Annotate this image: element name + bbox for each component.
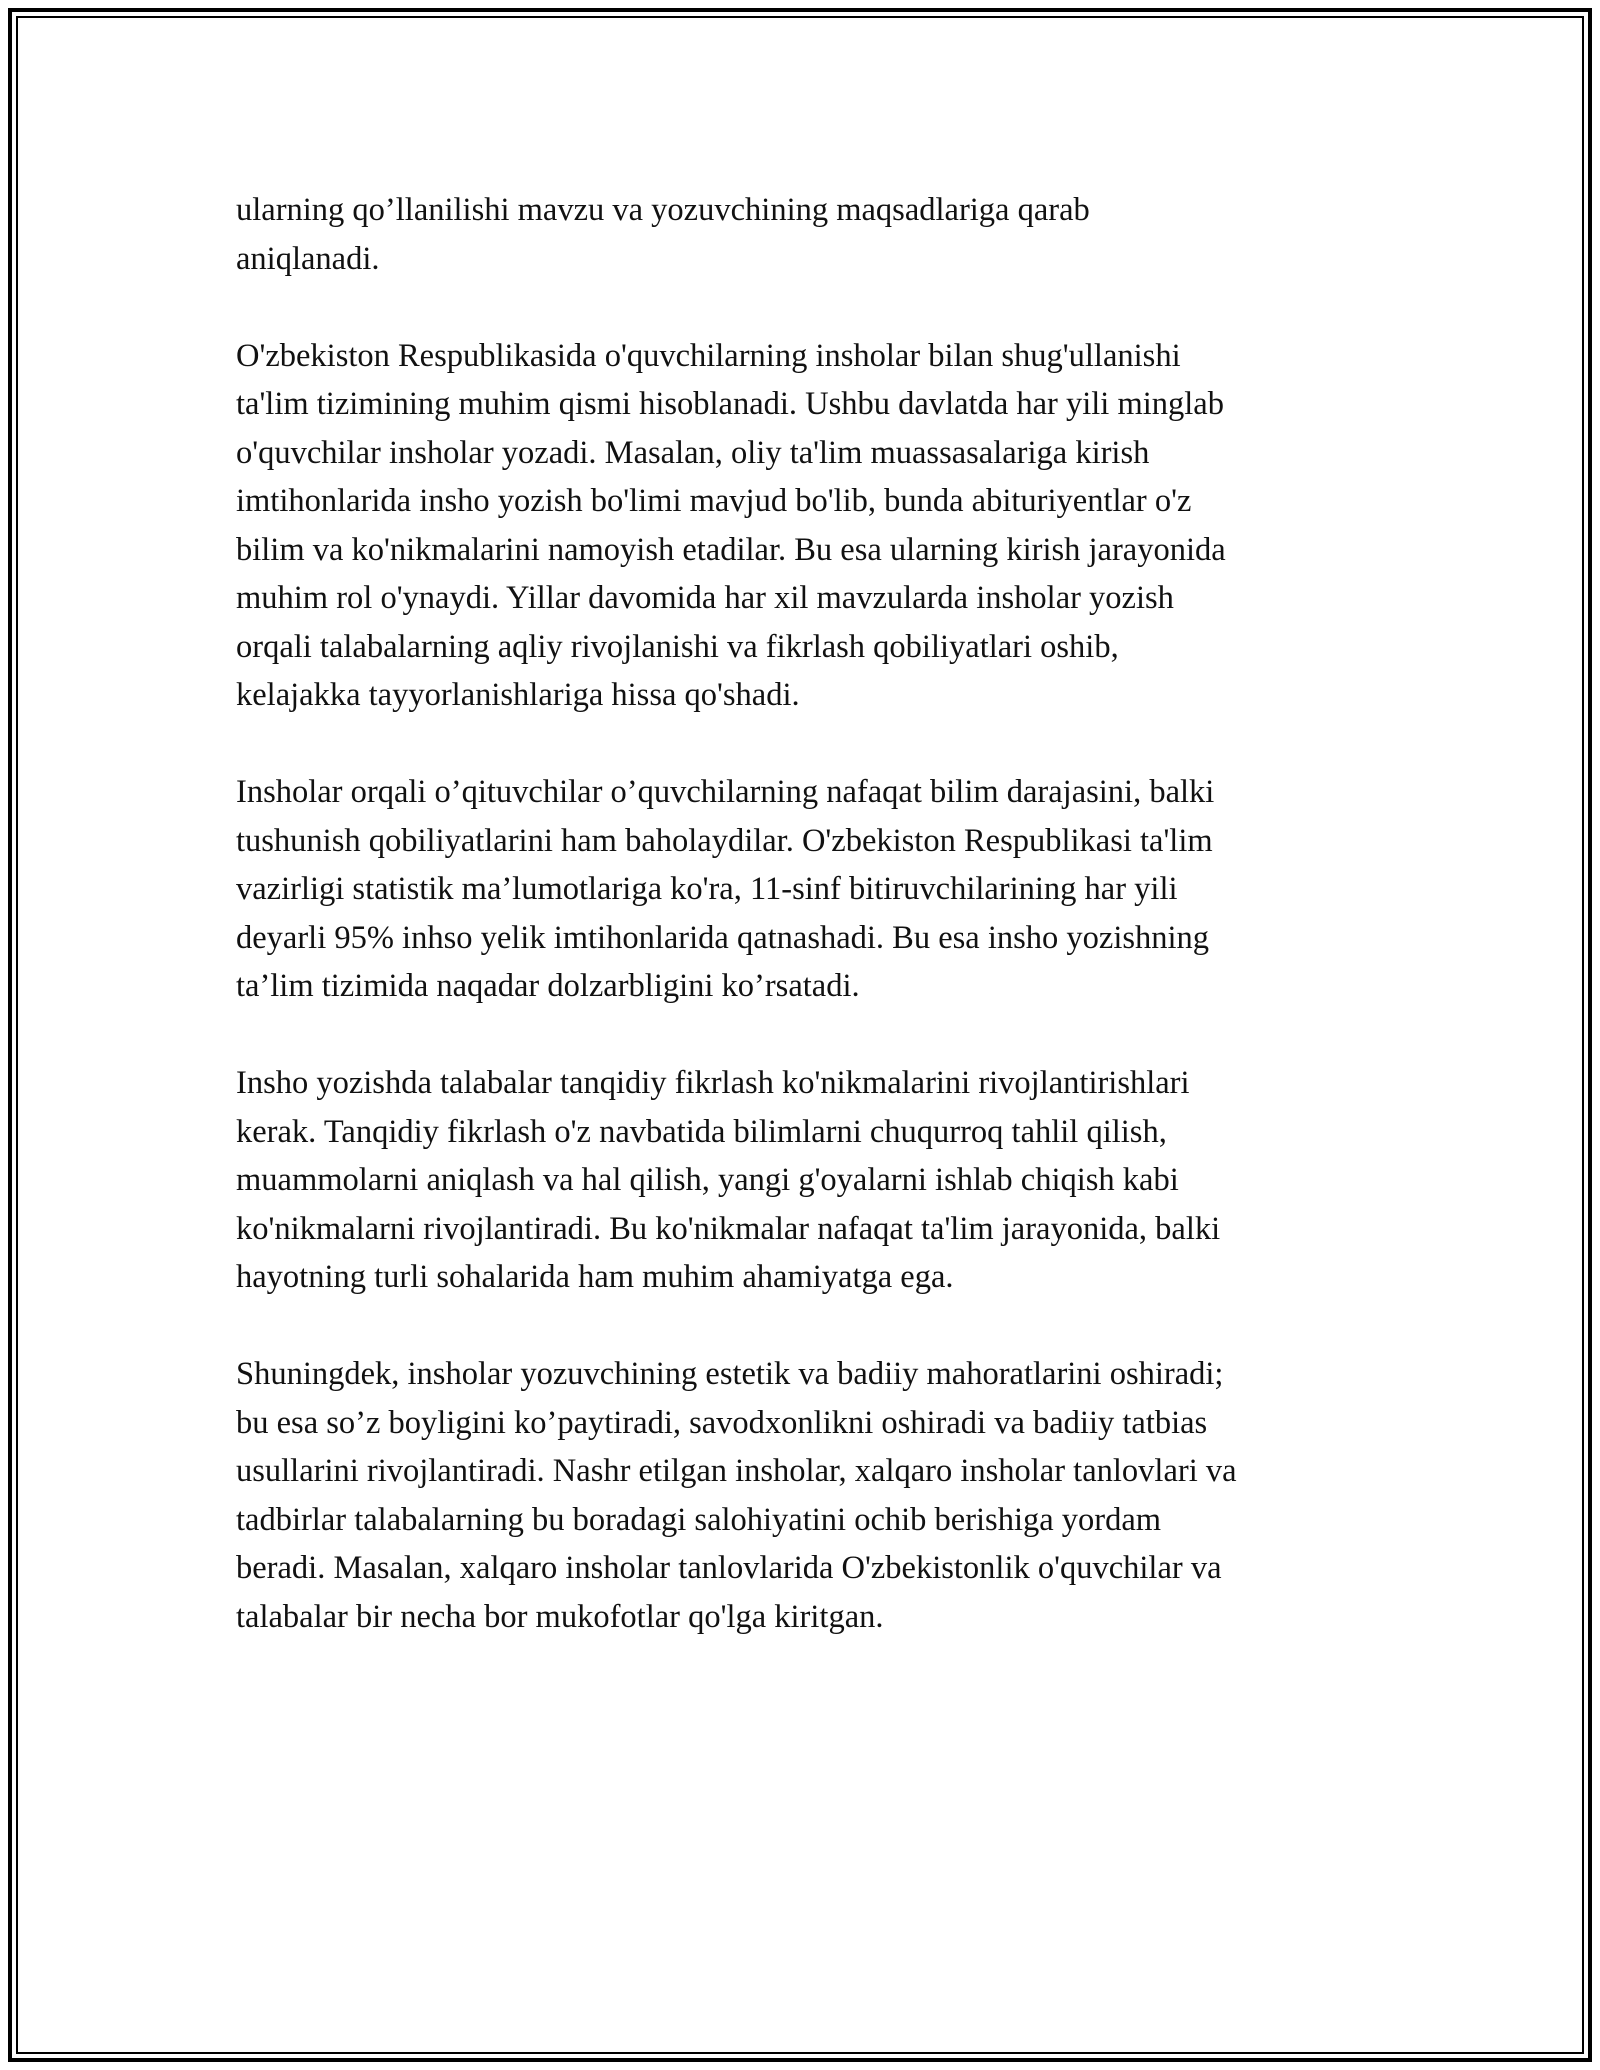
paragraph-5: Shuningdek, insholar yozuvchining estetik va badiiy mahoratlarini oshiradi; bu esa so’z boyligini ko’paytiradi, savodxonlikni oshiradi va badiiy tatbias usullarini rivojlantiradi. Nashr etilgan insholar, xalqaro insholar tanlovlari va tadbirlar talabalarning bu boradagi salohiyatini ochib berishiga yordam beradi. Masalan, xalqaro insholar tanlovlarida O'zbekistonlik o'quvchilar va talabalar bir necha bor mukofotlar qo'lga kiritgan. xyxy=(236,1356,1237,1635)
paragraph-1: ularning qo’llanilishi mavzu va yozuvchining maqsadlariga qarab aniqlanadi. xyxy=(236,192,1090,277)
paragraph-2: O'zbekiston Respublikasida o'quvchilarning insholar bilan shug'ullanishi ta'lim tizimining muhim qismi hisoblanadi. Ushbu davlatda har yili minglab o'quvchilar insholar yozadi. Masalan, oliy ta'lim muassasalariga kirish imtihonlarida insho yozish bo'limi mavjud bo'lib, bunda abituriyentlar o'z bilim va ko'nikmalarini namoyish etadilar. Bu esa ularning kirish jarayonida muhim rol o'ynaydi. Yillar davomida har xil mavzularda insholar yozish orqali talabalarning aqliy rivojlanishi va fikrlash qobiliyatlari oshib, kelajakka tayyorlanishlariga hissa qo'shadi. xyxy=(236,337,1226,713)
paragraph-4: Insho yozishda talabalar tanqidiy fikrlash ko'nikmalarini rivojlantirishlari kerak. Tanqidiy fikrlash o'z navbatida bilimlarni chuqurroq tahlil qilish, muammolarni aniqlash va hal qilish, yangi g'oyalarni ishlab chiqish kabi ko'nikmalarni rivojlantiradi. Bu ko'nikmalar nafaqat ta'lim jarayonida, balki hayotning turli sohalarida ham muhim ahamiyatga ega. xyxy=(236,1065,1221,1295)
paragraph-3: Insholar orqali o’qituvchilar o’quvchilarning nafaqat bilim darajasini, balki tushunish qobiliyatlarini ham baholaydilar. O'zbekiston Respublikasi ta'lim vazirligi statistik ma’lumotlariga ko'ra, 11-sinf bitiruvchilarining har yili deyarli 95% inhso yelik imtihonlarida qatnashadi. Bu esa insho yozishning ta’lim tizimida naqadar dolzarbligini ko’rsatadi. xyxy=(236,774,1215,1004)
document-body xyxy=(236,186,1386,1690)
